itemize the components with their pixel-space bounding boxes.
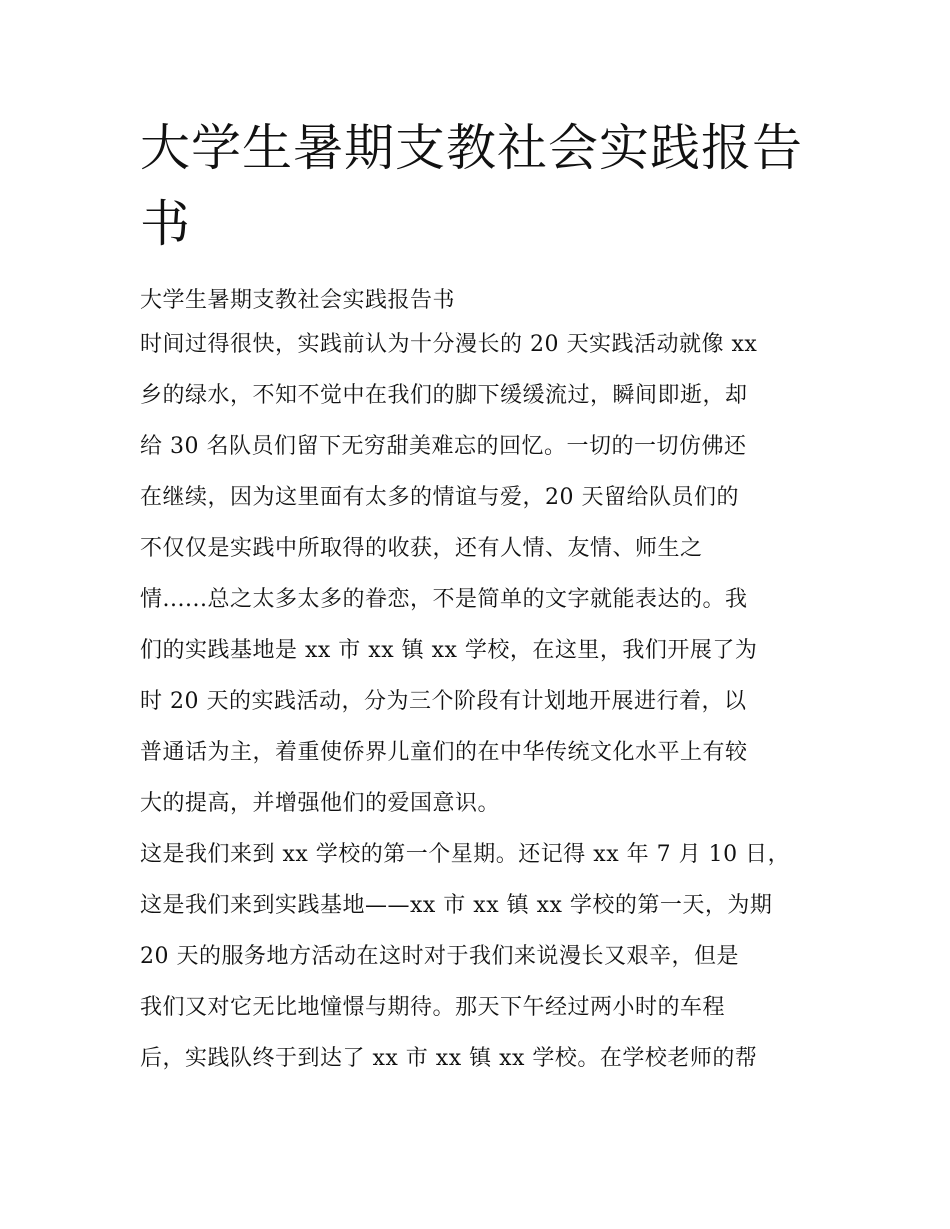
document-title <box>140 110 820 262</box>
document-subtitle: 大学生暑期支教社会实践报告书 <box>140 288 456 313</box>
paragraph-line: 不仅仅是实践中所取得的收获，还有人情、友情、师生之 <box>140 536 703 561</box>
paragraph-line: 这是我们来到实践基地——xx 市 xx 镇 xx 学校的第一天，为期 <box>140 893 773 918</box>
paragraph-2 <box>140 837 820 1092</box>
paragraph-line: 在继续，因为这里面有太多的情谊与爱，20 天留给队员们的 <box>140 485 739 510</box>
paragraph-line: 大的提高，并增强他们的爱国意识。 <box>140 791 501 816</box>
paragraph-line: 这是我们来到 xx 学校的第一个星期。还记得 xx 年 7 月 10 日， <box>140 842 791 867</box>
paragraph-line: 我们又对它无比地憧憬与期待。那天下午经过两小时的车程 <box>140 995 726 1020</box>
paragraph-line: 情......总之太多太多的眷恋，不是简单的文字就能表达的。我 <box>140 587 748 612</box>
document-body <box>140 283 820 1092</box>
paragraph-line: 20 天的服务地方活动在这时对于我们来说漫长又艰辛，但是 <box>140 944 739 969</box>
title-line-1: 大学生暑期支教社会实践报告 <box>140 119 803 177</box>
paragraph-1 <box>140 327 820 837</box>
paragraph-line: 时 20 天的实践活动，分为三个阶段有计划地开展进行着，以 <box>140 689 747 714</box>
paragraph-line: 时间过得很快，实践前认为十分漫长的 20 天实践活动就像 xx <box>140 332 758 357</box>
paragraph-line: 后，实践队终于到达了 xx 市 xx 镇 xx 学校。在学校老师的帮 <box>140 1046 758 1071</box>
title-line-2: 书 <box>140 195 191 253</box>
paragraph-line: 们的实践基地是 xx 市 xx 镇 xx 学校，在这里，我们开展了为 <box>140 638 758 663</box>
paragraph-line: 给 30 名队员们留下无穷甜美难忘的回忆。一切的一切仿佛还 <box>140 434 747 459</box>
paragraph-line: 乡的绿水，不知不觉中在我们的脚下缓缓流过，瞬间即逝，却 <box>140 383 748 408</box>
paragraph-line: 普通话为主，着重使侨界儿童们的在中华传统文化水平上有较 <box>140 740 748 765</box>
